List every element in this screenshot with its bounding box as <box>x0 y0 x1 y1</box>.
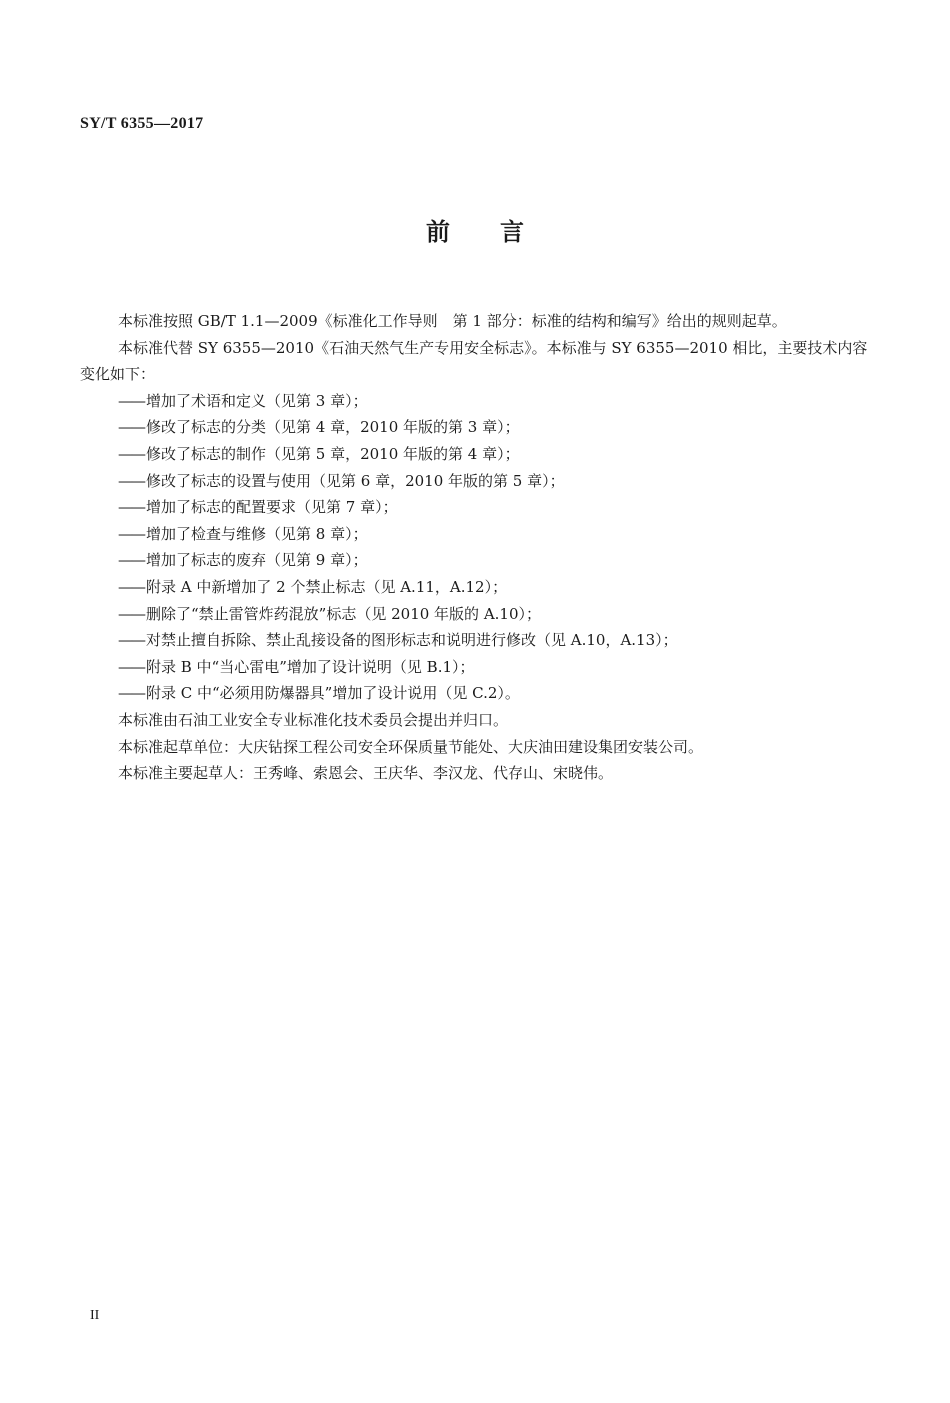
dash-mark: —— <box>118 577 144 596</box>
change-item <box>80 547 870 574</box>
page-number: II <box>90 1308 100 1323</box>
dash-mark: —— <box>118 657 144 676</box>
change-item <box>80 627 870 654</box>
change-item-text: 附录 A 中新增加了 2 个禁止标志（见 A.11，A.12）； <box>146 577 508 596</box>
paragraph-replacement: 本标准代替 SY 6355—2010《石油天然气生产专用安全标志》。本标准与 SY 6355—2010 相比，主要技术内容变化如下： <box>80 338 868 384</box>
dash-mark: —— <box>118 418 144 437</box>
page-title: 前言 <box>426 218 574 246</box>
standard-code: SY/T 6355—2017 <box>80 115 204 132</box>
change-item-text: 修改了标志的设置与使用（见第 6 章，2010 年版的第 5 章）； <box>146 471 565 490</box>
change-list <box>80 388 870 707</box>
change-item <box>80 521 870 548</box>
paragraph-drafting-units: 本标准起草单位：大庆钻探工程公司安全环保质量节能处、大庆油田建设集团安装公司。 <box>118 737 704 756</box>
dash-mark: —— <box>118 471 144 490</box>
change-item-text: 附录 C 中“必须用防爆器具”增加了设计说用（见 C.2）。 <box>146 684 520 703</box>
change-item-text: 增加了术语和定义（见第 3 章）； <box>146 391 368 410</box>
dash-mark: —— <box>118 524 144 543</box>
change-item <box>80 494 870 521</box>
change-item <box>80 601 870 628</box>
dash-mark: —— <box>118 391 144 410</box>
change-item <box>80 680 870 707</box>
change-item-text: 增加了标志的废弃（见第 9 章）； <box>146 551 368 570</box>
change-item-text: 修改了标志的分类（见第 4 章，2010 年版的第 3 章）； <box>146 418 520 437</box>
dash-mark: —— <box>118 498 144 517</box>
change-item <box>80 654 870 681</box>
dash-mark: —— <box>118 631 144 650</box>
change-item-text: 删除了“禁止雷管炸药混放”标志（见 2010 年版的 A.10）； <box>146 604 542 623</box>
change-item <box>80 574 870 601</box>
change-item <box>80 468 870 495</box>
dash-mark: —— <box>118 684 144 703</box>
change-item <box>80 414 870 441</box>
change-item-text: 对禁止擅自拆除、禁止乱接设备的图形标志和说明进行修改（见 A.10，A.13）； <box>146 631 678 650</box>
paragraph-drafting-rules: 本标准按照 GB/T 1.1—2009《标准化工作导则 第 1 部分：标准的结构和编写》给出的规则起草。 <box>118 312 787 330</box>
dash-mark: —— <box>118 444 144 463</box>
change-item-text: 增加了检查与维修（见第 8 章）； <box>146 524 368 543</box>
document-body <box>80 308 870 787</box>
change-item <box>80 441 870 468</box>
paragraph-proposer: 本标准由石油工业安全专业标准化技术委员会提出并归口。 <box>118 710 509 729</box>
change-item <box>80 388 870 415</box>
dash-mark: —— <box>118 551 144 570</box>
change-item-text: 增加了标志的配置要求（见第 7 章）； <box>146 498 398 517</box>
paragraph-drafters: 本标准主要起草人：王秀峰、索恩会、王庆华、李汉龙、代存山、宋晓伟。 <box>118 764 614 783</box>
change-item-text: 附录 B 中“当心雷电”增加了设计说明（见 B.1）； <box>146 657 475 676</box>
dash-mark: —— <box>118 604 144 623</box>
change-item-text: 修改了标志的制作（见第 5 章，2010 年版的第 4 章）； <box>146 444 520 463</box>
